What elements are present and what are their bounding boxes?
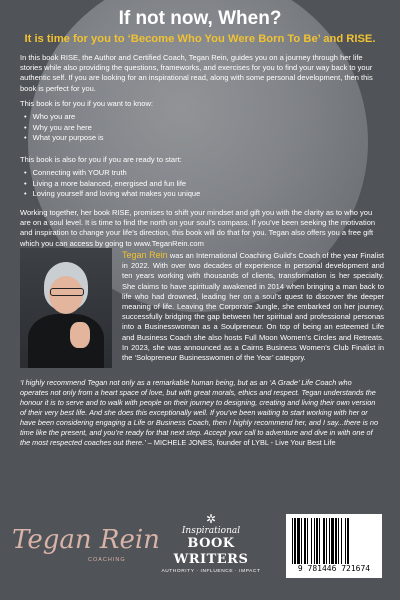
list-item: • What your purpose is xyxy=(24,133,364,144)
publisher-logo xyxy=(156,512,266,582)
list2 xyxy=(24,168,364,200)
publisher-tagline: AUTHORITY · INFLUENCE · IMPACT xyxy=(161,569,261,574)
closing-paragraph: Working together, her book RISE, promises to shift your mindset and gift you with the clarity as to who you are on a soul level. It is time to find the north on your soul’s compass. If you’ve been seeking the motivation and inspiration to change your life’s direction, this book will do that for you. Tegan also offers you a free gift which you can access by going to www.TeganRein.com xyxy=(20,208,376,248)
isbn-barcode xyxy=(286,514,382,578)
author-logo xyxy=(12,525,160,575)
headline: If not now, When? xyxy=(118,8,282,29)
list-item: • Loving yourself and loving what makes you unique xyxy=(24,189,364,200)
subheadline: It is time for you to ‘Become Who You Were Born To Be’ and RISE. xyxy=(24,33,376,45)
author-logo-sub: COACHING xyxy=(88,557,126,563)
list-item: • Connecting with YOUR truth xyxy=(24,168,364,179)
author-logo-script: Tegan Rein xyxy=(12,525,160,555)
list-item: • Who you are xyxy=(24,112,364,123)
list1-intro: This book is for you if you want to know: xyxy=(20,99,153,108)
author-name: Tegan Rein xyxy=(122,250,168,260)
list1 xyxy=(24,112,364,144)
publisher-line1: Inspirational xyxy=(181,526,241,536)
testimonial-quote: ‘I highly recommend Tegan not only as a remarkable human being, but as an ‘A Grade’ Life Coach who operates not only from a heart space of love, but with great morals, ethics and respect. Tegan understands the honour it is to serve and to walk with people on their journey to designing, creating and living their own version of their very best life. And she does this exceptionally well. If you’ve been waiting to start working with her or have been considering engaging a Life or Business Coach, then I highly recommend her, and I say...there is no time like the present, and you’re ready for that next step. Accept your call to adventure and dive in with one of the most respected coaches out there.’ xyxy=(20,378,379,447)
palm-tree-icon: ✲ xyxy=(205,512,217,526)
list2-intro: This book is also for you if you are ready to start: xyxy=(20,155,182,164)
list-item: • Living a more balanced, energised and fun life xyxy=(24,179,364,190)
testimonial-attribution: – MICHELE JONES, founder of LYBL - Live Your Best Life xyxy=(145,438,336,447)
list-item: • Why you are here xyxy=(24,123,364,134)
intro-paragraph: In this book RISE, the Author and Certified Coach, Tegan Rein, guides you on a journey through her life stories while also providing the questions, frameworks, and exercises for you to find your way back to your authentic self. If you are looking for an inspirational read, along with some personal development, then this book is perfect for you. xyxy=(20,53,373,93)
publisher-line2: BOOK WRITERS xyxy=(173,536,249,567)
testimonial xyxy=(20,378,382,448)
author-bio xyxy=(122,250,384,363)
author-photo xyxy=(20,248,112,368)
bio-text: was an International Coaching Guild’s Coach of the year Finalist in 2022. With over two decades of experience in personal development and ten years working with thousands of clients, transformation is her specialty. She claims to have spiritually awakened in 2014 when bringing a man back to life who had drowned, leading her on a soul’s quest to discover the deeper meaning of life. Leaving the Corporate Jungle, she embarked on her journey, successfully bridging the gap between her spiritual and professional personas into a Businesswoman as a Soulpreneur. On top of being an esteemed Life and Business Coach she also hosts Full Moon Women’s Circles and Retreats. In 2023, she was announced as a Cairns Business Women’s Club Finalist in the ‘Solopreneur Businesswomen of the Year’ category. xyxy=(122,251,384,363)
barcode-bars-icon xyxy=(292,518,376,564)
barcode-digits: 9 781446 721674 xyxy=(297,564,371,573)
